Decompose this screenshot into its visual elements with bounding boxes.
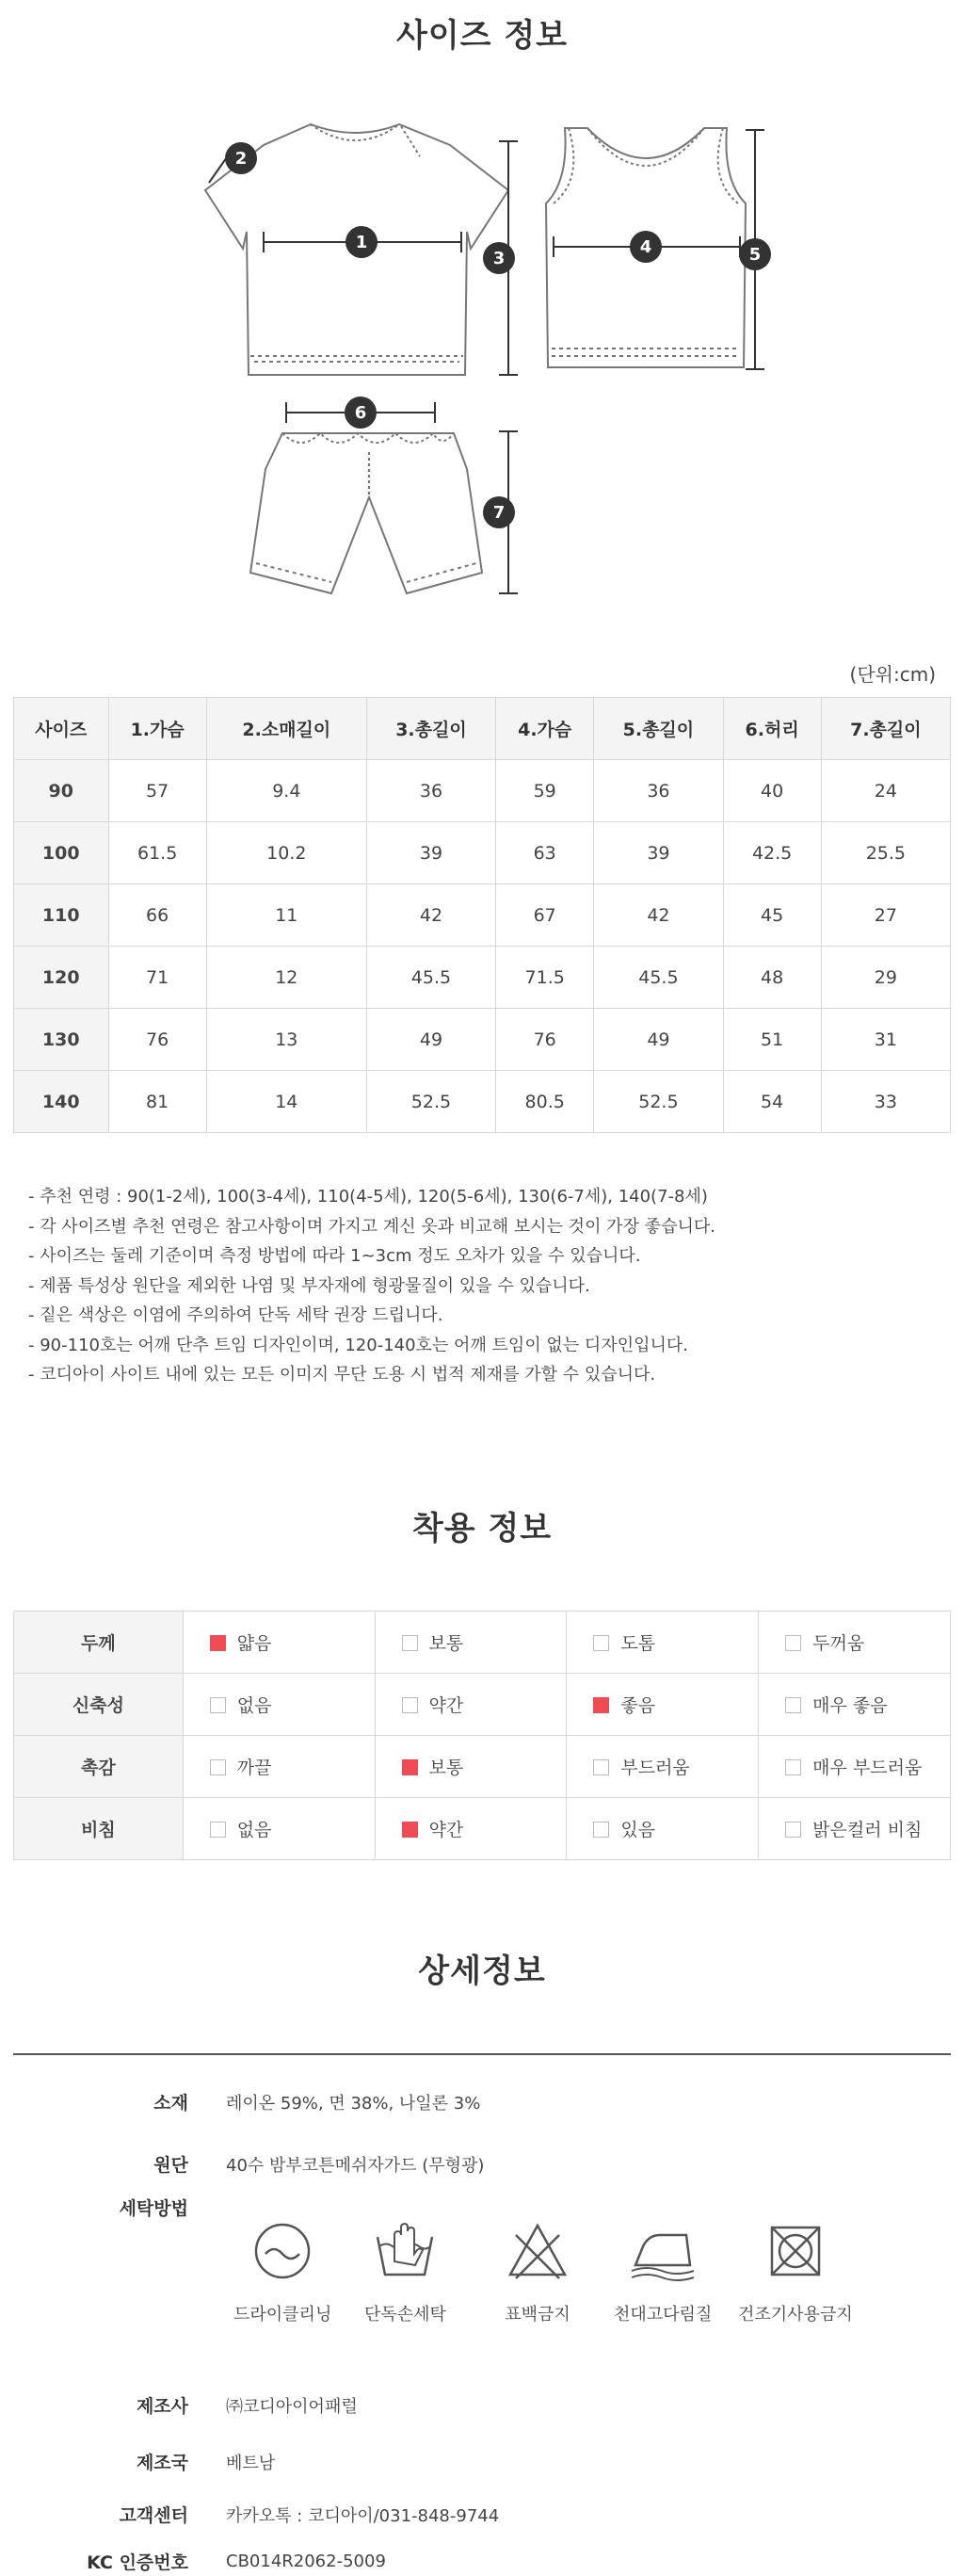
wash-label: 드라이클리닝	[233, 2305, 332, 2325]
table-cell: 67	[496, 884, 594, 947]
svg-text:6: 6	[354, 403, 367, 423]
table-row	[14, 1009, 951, 1071]
header-length-3: 7.총길이	[821, 698, 950, 760]
fit-option-label: 매우 부드러움	[812, 1758, 923, 1778]
detail-label: 제조국	[136, 2453, 188, 2473]
fit-option-label: 도톰	[620, 1633, 656, 1654]
header-sleeve: 2.소매길이	[206, 698, 366, 760]
table-row	[14, 760, 951, 822]
detail-label: 제조사	[136, 2396, 188, 2417]
no-tumble-dry-icon	[763, 2218, 828, 2284]
empty-box-icon	[785, 1822, 801, 1838]
dry-clean-icon	[249, 2218, 315, 2284]
wash-item	[364, 2218, 446, 2325]
fit-option	[567, 1674, 759, 1736]
empty-box-icon	[785, 1697, 801, 1713]
table-row	[14, 822, 951, 884]
fit-option-label: 부드러움	[620, 1758, 690, 1778]
detail-label: 고객센터	[119, 2505, 188, 2526]
fit-label: 촉감	[14, 1736, 184, 1798]
detail-label: KC 인증번호	[87, 2552, 188, 2573]
table-cell: 10.2	[206, 822, 366, 884]
detail-row-cs	[13, 2502, 951, 2527]
table-cell: 49	[594, 1009, 723, 1071]
fit-option-label: 보통	[428, 1758, 464, 1778]
checked-box-icon	[402, 1822, 418, 1838]
checked-box-icon	[402, 1759, 418, 1775]
fit-row	[14, 1798, 951, 1860]
detail-value: 40수 밤부코튼메쉬자가드 (무형광)	[226, 2155, 485, 2176]
svg-text:2: 2	[234, 149, 248, 169]
table-cell: 51	[723, 1009, 821, 1071]
fit-option-label: 밝은컬러 비침	[812, 1820, 923, 1840]
fit-option-label: 매우 좋음	[812, 1695, 888, 1716]
detail-section-title: 상세정보	[418, 1952, 546, 1990]
note-line: - 추천 연령 : 90(1-2세), 100(3-4세), 110(4-5세), 120(5-6세), 130(6-7세), 140(7-8세)	[28, 1187, 708, 1207]
note-line: - 코디아이 사이트 내에 있는 모든 이미지 무단 도용 시 법적 제재를 가할 수 있습니다.	[28, 1365, 656, 1385]
table-cell: 45.5	[366, 947, 495, 1009]
unit-label: (단위:cm)	[849, 663, 936, 686]
empty-box-icon	[210, 1759, 226, 1775]
detail-row-kc	[13, 2549, 951, 2574]
fit-option	[759, 1612, 951, 1674]
fit-option-label: 좋음	[620, 1695, 656, 1716]
svg-text:3: 3	[492, 249, 506, 268]
table-cell: 39	[594, 822, 723, 884]
wash-label: 건조기사용금지	[738, 2305, 853, 2325]
size-table-header	[14, 698, 951, 760]
table-cell: 110	[14, 884, 109, 947]
header-chest-2: 4.가슴	[496, 698, 594, 760]
fit-label: 비침	[14, 1798, 184, 1860]
fit-option-label: 두꺼움	[812, 1633, 865, 1654]
size-table	[13, 697, 951, 1133]
table-cell: 42.5	[723, 822, 821, 884]
fit-option	[183, 1798, 375, 1860]
table-cell: 11	[206, 884, 366, 947]
table-cell: 66	[108, 884, 206, 947]
fit-option	[567, 1612, 759, 1674]
table-cell: 52.5	[366, 1071, 495, 1133]
fit-option	[759, 1674, 951, 1736]
svg-text:5: 5	[748, 245, 762, 265]
empty-box-icon	[210, 1822, 226, 1838]
detail-label: 세탁방법	[119, 2198, 188, 2219]
empty-box-icon	[210, 1697, 226, 1713]
table-cell: 61.5	[108, 822, 206, 884]
fit-option	[375, 1612, 567, 1674]
note-line: - 각 사이즈별 추천 연령은 참고사항이며 가지고 계신 옷과 비교해 보시는 것이 가장 좋습니다.	[28, 1216, 715, 1237]
detail-value: 카카오톡 : 코디아이/031-848-9744	[226, 2505, 500, 2526]
empty-box-icon	[785, 1759, 801, 1775]
header-length-2: 5.총길이	[594, 698, 723, 760]
fit-option	[759, 1736, 951, 1798]
fit-option	[567, 1736, 759, 1798]
wash-label: 단독손세탁	[364, 2305, 446, 2325]
table-cell: 40	[723, 760, 821, 822]
table-row	[14, 947, 951, 1009]
table-cell: 39	[366, 822, 495, 884]
table-cell: 130	[14, 1009, 109, 1071]
fit-label: 신축성	[14, 1674, 184, 1736]
fit-option-label: 약간	[428, 1820, 464, 1840]
table-cell: 90	[14, 760, 109, 822]
note-line: - 제품 특성상 원단을 제외한 나염 및 부자재에 형광물질이 있을 수 있습니다.	[28, 1275, 590, 1296]
fit-label: 두께	[14, 1612, 184, 1674]
note-line: - 사이즈는 둘레 기준이며 측정 방법에 따라 1~3cm 정도 오차가 있을 수 있습니다.	[28, 1246, 641, 1266]
fit-option-label: 얇음	[236, 1633, 272, 1654]
table-cell: 80.5	[496, 1071, 594, 1133]
svg-text:7: 7	[492, 503, 506, 523]
fit-option-label: 까끌	[236, 1758, 272, 1778]
detail-label: 원단	[153, 2155, 188, 2176]
table-cell: 76	[496, 1009, 594, 1071]
table-cell: 120	[14, 947, 109, 1009]
fit-option	[183, 1674, 375, 1736]
detail-value: ㈜코디아이어패럴	[226, 2396, 358, 2417]
table-cell: 100	[14, 822, 109, 884]
fit-row	[14, 1736, 951, 1798]
note-line: - 짙은 색상은 이염에 주의하여 단독 세탁 권장 드립니다.	[28, 1305, 443, 1325]
empty-box-icon	[402, 1635, 418, 1651]
table-cell: 27	[821, 884, 950, 947]
table-cell: 33	[821, 1071, 950, 1133]
header-size: 사이즈	[14, 698, 109, 760]
fit-row	[14, 1612, 951, 1674]
table-cell: 59	[496, 760, 594, 822]
fit-option	[183, 1736, 375, 1798]
table-cell: 57	[108, 760, 206, 822]
table-cell: 52.5	[594, 1071, 723, 1133]
table-cell: 71.5	[496, 947, 594, 1009]
detail-row-material	[13, 2089, 951, 2114]
table-row	[14, 884, 951, 947]
detail-row-fabric	[13, 2151, 951, 2177]
wash-item	[614, 2218, 712, 2325]
table-cell: 54	[723, 1071, 821, 1133]
table-cell: 13	[206, 1009, 366, 1071]
fit-option	[375, 1674, 567, 1736]
table-cell: 9.4	[206, 760, 366, 822]
table-cell: 76	[108, 1009, 206, 1071]
svg-text:1: 1	[355, 233, 368, 252]
table-cell: 45.5	[594, 947, 723, 1009]
fit-option-label: 없음	[236, 1820, 272, 1840]
table-cell: 49	[366, 1009, 495, 1071]
wash-item	[233, 2218, 331, 2325]
size-notes	[28, 1182, 715, 1390]
table-cell: 71	[108, 947, 206, 1009]
header-chest: 1.가슴	[108, 698, 206, 760]
table-cell: 140	[14, 1071, 109, 1133]
header-waist: 6.허리	[723, 698, 821, 760]
table-cell: 42	[594, 884, 723, 947]
table-cell: 36	[366, 760, 495, 822]
detail-value: 베트남	[226, 2453, 276, 2473]
empty-box-icon	[402, 1697, 418, 1713]
wash-item	[505, 2218, 570, 2325]
empty-box-icon	[593, 1759, 609, 1775]
fit-option-label: 없음	[236, 1695, 272, 1716]
detail-row-wash	[13, 2195, 951, 2220]
table-cell: 24	[821, 760, 950, 822]
table-cell: 25.5	[821, 822, 950, 884]
table-cell: 81	[108, 1071, 206, 1133]
wash-label: 표백금지	[505, 2305, 570, 2325]
fit-table	[13, 1611, 951, 1860]
detail-label: 소재	[153, 2093, 188, 2114]
table-cell: 36	[594, 760, 723, 822]
table-cell: 14	[206, 1071, 366, 1133]
measure-badges	[225, 142, 771, 528]
empty-box-icon	[593, 1822, 609, 1838]
detail-row-maker	[13, 2392, 951, 2418]
checked-box-icon	[210, 1635, 226, 1651]
fit-section-title: 착용 정보	[411, 1510, 553, 1547]
wash-label: 천대고다림질	[614, 2305, 713, 2325]
fit-option	[759, 1798, 951, 1860]
note-line: - 90-110호는 어깨 단추 트임 디자인이며, 120-140호는 어깨 트임이 없는 디자인입니다.	[28, 1335, 688, 1355]
detail-row-country	[13, 2449, 951, 2474]
no-bleach-icon	[505, 2218, 570, 2284]
size-section-title: 사이즈 정보	[395, 17, 569, 55]
checked-box-icon	[593, 1697, 609, 1713]
shorts-outline	[250, 433, 482, 593]
fit-option	[375, 1736, 567, 1798]
hand-wash-icon	[372, 2218, 438, 2284]
size-diagram	[0, 113, 964, 640]
table-cell: 63	[496, 822, 594, 884]
fit-option	[375, 1798, 567, 1860]
empty-box-icon	[593, 1635, 609, 1651]
header-length: 3.총길이	[366, 698, 495, 760]
table-cell: 12	[206, 947, 366, 1009]
iron-cloth-icon	[630, 2218, 696, 2284]
table-cell: 45	[723, 884, 821, 947]
fit-option	[183, 1612, 375, 1674]
svg-text:4: 4	[639, 237, 652, 257]
table-cell: 31	[821, 1009, 950, 1071]
table-cell: 42	[366, 884, 495, 947]
detail-value: 레이온 59%, 면 38%, 나일론 3%	[226, 2093, 481, 2114]
fit-option-label: 약간	[428, 1695, 464, 1716]
fit-option-label: 보통	[428, 1633, 464, 1654]
empty-box-icon	[785, 1635, 801, 1651]
table-row	[14, 1071, 951, 1133]
detail-table	[13, 2053, 951, 2055]
fit-option-label: 있음	[620, 1820, 656, 1840]
wash-item	[738, 2218, 853, 2325]
fit-option	[567, 1798, 759, 1860]
table-cell: 29	[821, 947, 950, 1009]
table-cell: 48	[723, 947, 821, 1009]
detail-value: CB014R2062-5009	[226, 2552, 386, 2571]
fit-row	[14, 1674, 951, 1736]
